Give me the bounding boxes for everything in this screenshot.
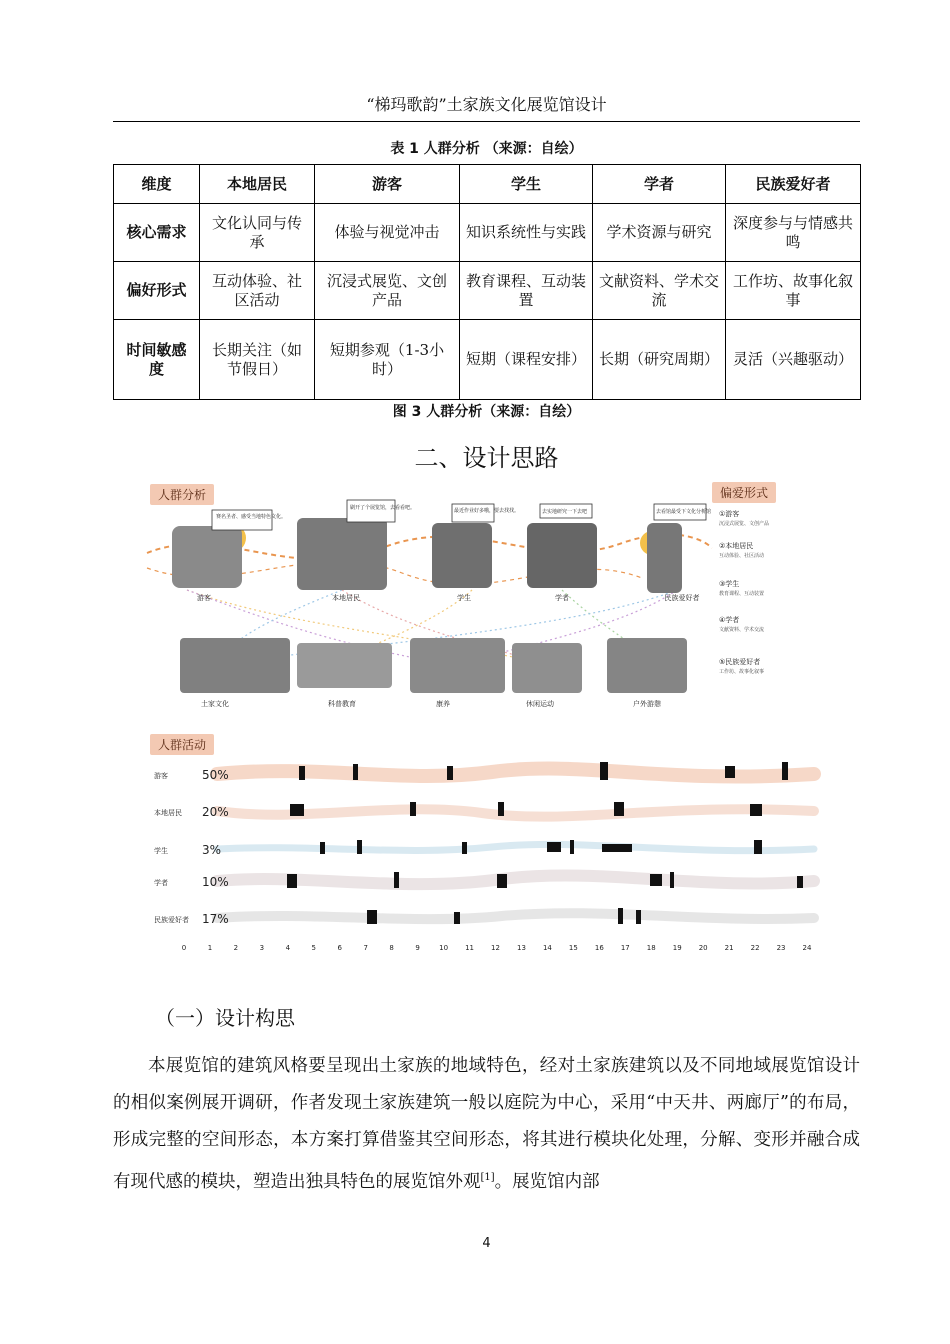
table-cell: 文化认同与传承 [200,204,315,262]
preference-title: ③学生 [719,580,740,588]
activity-label: 康养 [436,700,450,708]
hour-tick-label: 7 [363,944,368,952]
hour-tick-label: 24 [802,944,812,952]
hour-tick-label: 4 [285,944,291,952]
table-row [114,262,861,320]
hour-tick-label: 17 [620,944,630,952]
hour-tick-label: 9 [415,944,420,952]
hour-tick-label: 12 [491,944,500,952]
local-resident-group-image [297,518,387,590]
table-header-cell: 游客 [315,165,460,204]
bubble-text: 去实地研究一下去吧 [542,509,588,515]
table-cell: 体验与视觉冲击 [315,204,460,262]
preference-title: ⑤民族爱好者 [719,658,761,666]
bubble-text: 最近作业好多哦，要去找找。 [454,508,520,514]
activity-row-percent: 3% [202,843,222,857]
hour-tick-label: 20 [698,944,708,952]
hour-tick-label: 11 [465,944,475,952]
hour-tick-label: 2 [233,944,239,952]
preference-desc: 工作坊、故事化叙事 [719,669,765,675]
hour-axis [182,944,812,952]
table-cell: 短期（课程安排） [460,320,593,400]
hour-tick-label: 23 [776,944,786,952]
figure-graphic [142,478,822,958]
hour-tick-label: 15 [568,944,578,952]
hour-tick-label: 22 [750,944,760,952]
hour-tick-label: 5 [311,944,317,952]
hour-tick-label: 6 [337,944,342,952]
hour-tick-label: 13 [516,944,526,952]
table-header-cell: 学者 [593,165,726,204]
row-header-cell: 偏好形式 [114,262,200,320]
preference-desc: 教育课程、互动装置 [719,591,765,597]
activity-row-percent: 50% [202,768,229,782]
activity-label: 户外游憩 [633,700,661,708]
paragraph-text: 本展览馆的建筑风格要呈现出土家族的地域特色，经对土家族建筑以及不同地域展览馆设计的相似案例展开调研，作者发现土家族建筑一般以庭院为中心，采用“中天井、两廊厅”的布局，形成完整的空间形态，本方案打算借鉴其空间形态，将其进行模块化处理，分解、变形并融合成有现代感的模块，塑造出独具特色的展览馆外观 [113,1056,860,1192]
preference-title: ①游客 [719,510,740,518]
bubble-text: 去看馆最受下文化分析馆 [656,509,712,515]
figure-caption: 图 3 人群分析（来源：自绘） [392,404,581,420]
group-label: 学生 [457,594,471,602]
table-row [114,320,861,400]
table-header-cell: 学生 [460,165,593,204]
citation-ref: [1] [480,1172,495,1183]
table-header-cell: 本地居民 [200,165,315,204]
row-header-cell: 核心需求 [114,204,200,262]
activity-label: 科普教育 [328,700,356,708]
activity-row-bands [217,769,814,920]
activity-row-label: 民族爱好者 [154,916,189,924]
table-cell: 学术资源与研究 [593,204,726,262]
group-label: 民族爱好者 [664,594,700,602]
hour-tick-label: 1 [207,944,213,952]
page-number: 4 [482,1236,491,1251]
activity-tag: 人群活动 [150,734,214,755]
table-cell: 深度参与与情感共鸣 [726,204,861,262]
table-cell: 互动体验、社区活动 [200,262,315,320]
table-cell: 短期参观（1-3小时） [315,320,460,400]
tourist-group-image [172,524,246,588]
table-cell: 长期关注（如节假日） [200,320,315,400]
table-cell: 灵活（兴趣驱动） [726,320,861,400]
table-header-row [114,165,861,204]
activity-row-label: 游客 [154,772,168,780]
preference-title: ④学者 [719,616,740,624]
table-cell: 文献资料、学术交流 [593,262,726,320]
table-row [114,204,861,262]
activity-row-label: 学生 [154,847,168,855]
hour-tick-label: 18 [646,944,656,952]
table-header-cell: 民族爱好者 [726,165,861,204]
group-label: 本地居民 [332,594,360,602]
section-title: 二、设计思路 [414,444,559,472]
activity-row-percent: 20% [202,805,229,819]
preference-tag: 偏爱形式 [712,482,776,503]
table-header-cell: 维度 [114,165,200,204]
preference-desc: 文献资料、学术交流 [719,627,765,633]
hour-tick-label: 16 [594,944,604,952]
bubble-text: 刷开了个展览馆，去看看吧。 [350,505,416,511]
table-cell: 长期（研究周期） [593,320,726,400]
preference-desc: 互动体验、社区活动 [719,553,765,559]
group-label: 游客 [197,594,211,602]
activity-row-label: 本地居民 [154,809,182,817]
hour-tick-label: 21 [724,944,734,952]
preference-title: ②本地居民 [719,542,754,550]
activity-row-percent: 10% [202,875,229,889]
page-header: “梯玛歌韵”土家族文化展览馆设计 [113,92,860,122]
hour-tick-label: 3 [259,944,265,952]
ethnic-enthusiast-image [640,523,682,593]
activity-images [180,638,687,693]
crowd-analysis-table [113,164,861,400]
table-cell: 教育课程、互动装置 [460,262,593,320]
crowd-analysis-figure [142,478,822,958]
row-header-cell: 时间敏感度 [114,320,200,400]
hour-tick-label: 0 [181,944,187,952]
hour-tick-label: 10 [439,944,449,952]
activity-label: 土家文化 [201,700,229,708]
scholar-group-image [527,523,597,588]
crowd-analysis-tag: 人群分析 [150,484,214,505]
hour-tick-label: 14 [542,944,552,952]
student-group-image [432,523,492,588]
table-cell: 沉浸式展览、文创产品 [315,262,460,320]
table-cell: 工作坊、故事化叙事 [726,262,861,320]
paragraph-tail: 。展览馆内部 [494,1171,600,1192]
subsection-title: （一）设计构思 [155,1006,295,1030]
preference-desc: 沉浸式展览、文创产品 [719,521,770,527]
table-caption: 表 1 人群分析 （来源：自绘） [390,141,583,157]
group-label: 学者 [555,594,569,602]
table-cell: 知识系统性与实践 [460,204,593,262]
hour-tick-label: 19 [672,944,682,952]
hour-tick-label: 8 [389,944,394,952]
bubble-text: 赛名圣者、感受当地特色文化。 [216,514,287,520]
body-paragraph [113,1048,860,1201]
activity-row-label: 学者 [154,879,168,887]
activity-label: 休闲运动 [526,700,554,708]
activity-row-percent: 17% [202,912,229,926]
